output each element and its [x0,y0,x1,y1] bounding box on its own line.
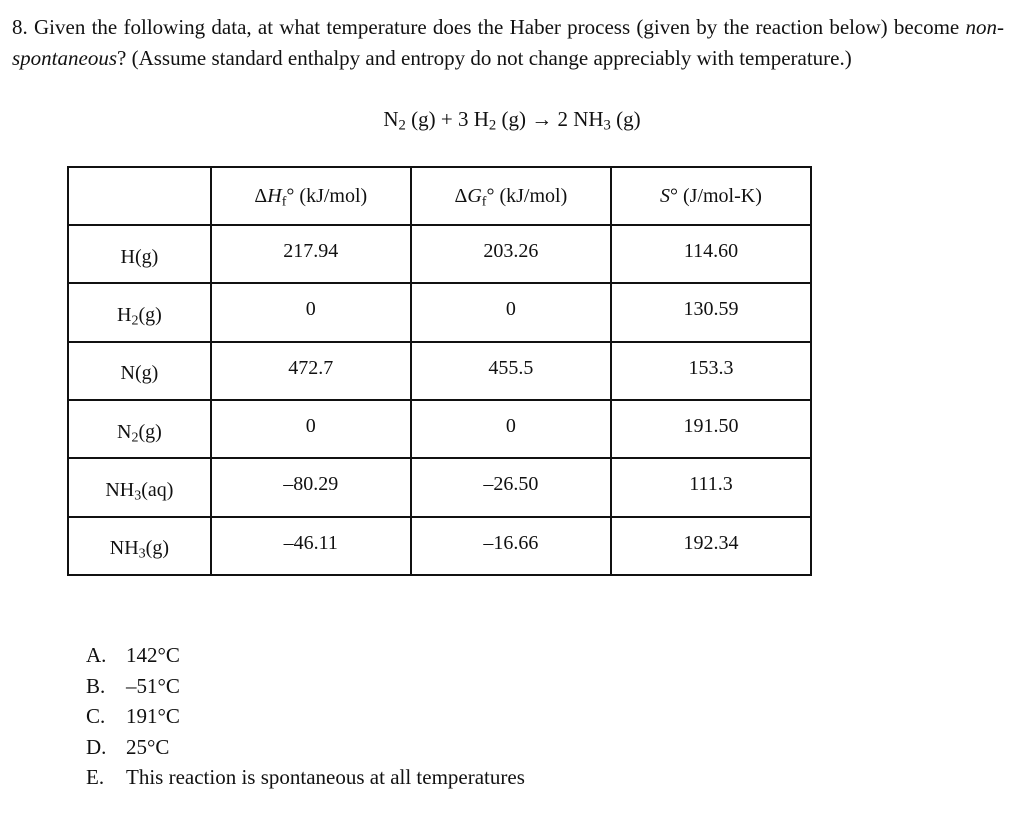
gibbs-cell: –16.66 [411,517,611,575]
species-cell [68,225,211,283]
equation-part: (g) + 3 H [405,107,489,131]
table-row [68,400,811,458]
answer-choices [86,640,525,793]
header-part: Δ [454,184,468,207]
species-subscript: 3 [138,546,146,562]
header-part: ° [670,184,678,207]
species-subscript: 2 [131,430,139,446]
enthalpy-cell: 0 [211,400,411,458]
gibbs-cell: 203.26 [411,225,611,283]
thermo-data-table [67,166,812,576]
gibbs-cell: 455.5 [411,342,611,400]
equation-subscript: 2 [488,117,497,134]
choice-text: –51°C [126,673,180,698]
table-row [68,342,811,400]
table-row [68,517,811,575]
equation-part: (g) → 2 NH [496,107,604,131]
choice-letter: C. [86,704,106,728]
question-text-end: ? (Assume standard enthalpy and entropy do not change appreciably with temperature.) [117,46,852,70]
answer-choice-b[interactable] [86,671,525,702]
equation-part: N [383,107,399,131]
header-part: Δ [254,184,268,207]
table-row [68,458,811,516]
species-name: N [116,420,132,443]
answer-choice-a[interactable] [86,640,525,671]
question-text-start: 8. Given the following data, at what temperature does the Haber process (given by the reaction below) become [12,15,966,39]
header-subscript: f [281,194,287,209]
species-cell [68,400,211,458]
species-cell [68,283,211,341]
species-state: (g) [145,537,169,560]
question-text [12,12,1004,74]
header-part: ° [286,184,295,207]
species-name: NH [105,478,135,501]
header-enthalpy [211,167,411,225]
choice-text: 25°C [126,734,170,759]
header-part: ° [486,184,495,207]
enthalpy-cell: 472.7 [211,342,411,400]
enthalpy-cell: –80.29 [211,458,411,516]
choice-text: 191°C [126,704,180,728]
header-entropy [611,167,811,225]
species-subscript: 2 [131,313,139,329]
choice-letter: A. [86,643,107,667]
entropy-cell: 191.50 [611,400,811,458]
entropy-cell: 130.59 [611,283,811,341]
header-part: H [267,184,282,207]
header-species [68,167,211,225]
species-name: NH [109,537,139,560]
answer-choice-e[interactable] [86,762,525,793]
gibbs-cell: –26.50 [411,458,611,516]
header-part: (kJ/mol) [494,184,568,207]
answer-choice-c[interactable] [86,701,525,732]
entropy-cell: 153.3 [611,342,811,400]
reaction-equation [0,104,1024,134]
species-name: H [116,303,132,326]
enthalpy-cell: –46.11 [211,517,411,575]
choice-letter: D. [86,734,107,759]
header-part: (kJ/mol) [294,184,368,207]
answer-choice-d[interactable] [86,732,525,763]
entropy-cell: 114.60 [611,225,811,283]
header-part: S [660,184,670,207]
table-header-row [68,167,811,225]
choice-text: 142°C [126,643,180,667]
header-part: G [467,184,482,207]
species-cell [68,342,211,400]
header-subscript: f [481,194,487,209]
species-state: (g) [138,303,162,326]
enthalpy-cell: 0 [211,283,411,341]
species-subscript: 3 [134,488,142,504]
question-emphasis: non-spontaneous [12,15,1004,70]
table-row [68,283,811,341]
entropy-cell: 111.3 [611,458,811,516]
species-cell [68,458,211,516]
header-gibbs [411,167,611,225]
choice-letter: B. [86,673,106,698]
species-name: H(g) [120,245,159,268]
choice-letter: E. [86,765,105,789]
species-state: (aq) [141,478,174,501]
gibbs-cell: 0 [411,283,611,341]
equation-subscript: 2 [398,117,406,134]
enthalpy-cell: 217.94 [211,225,411,283]
entropy-cell: 192.34 [611,517,811,575]
equation-subscript: 3 [603,117,611,134]
species-cell [68,517,211,575]
header-part: (J/mol-K) [678,184,762,207]
gibbs-cell: 0 [411,400,611,458]
species-state: (g) [138,420,162,443]
equation-part: (g) [610,107,641,131]
species-name: N(g) [120,362,159,385]
choice-text: This reaction is spontaneous at all temperatures [126,765,525,789]
table-row [68,225,811,283]
